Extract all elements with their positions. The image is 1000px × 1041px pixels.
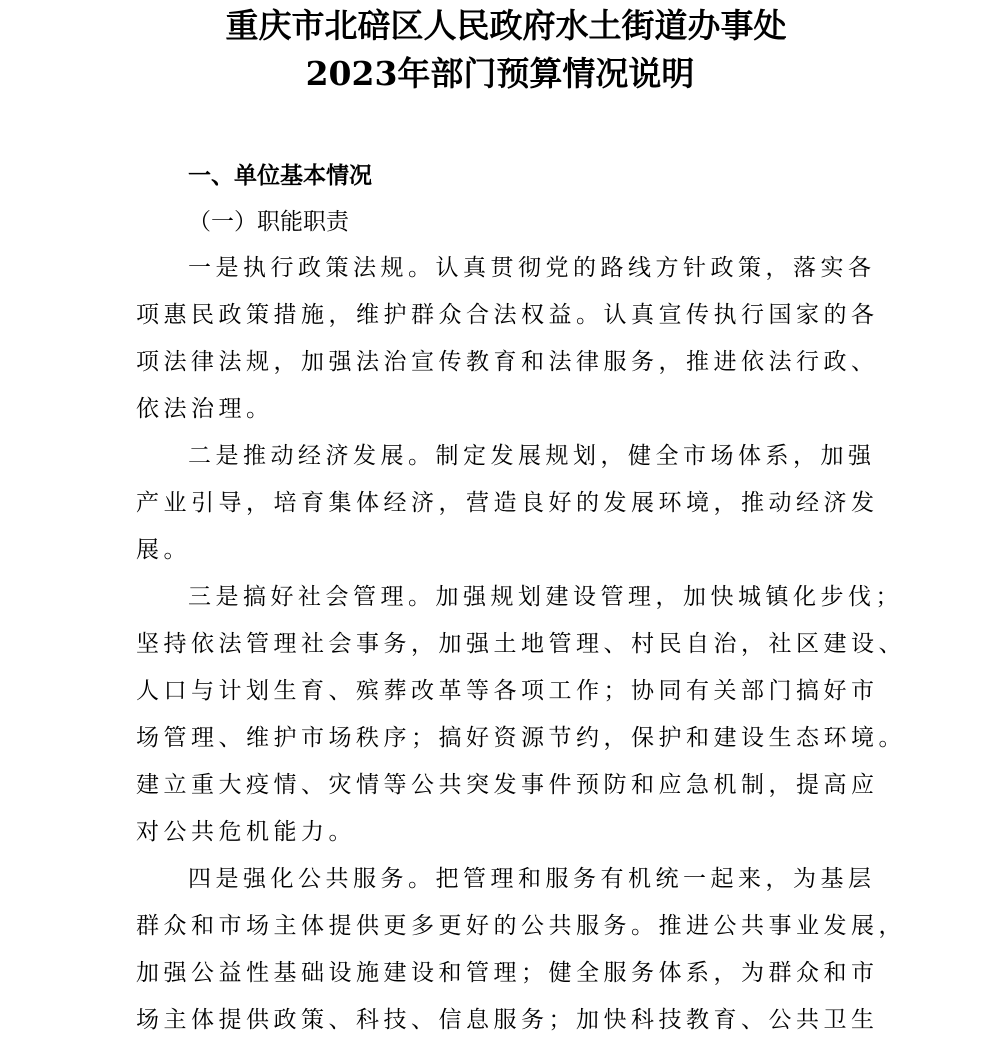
body-text-line: 项法律法规，加强法治宣传教育和法律服务，推进依法行政、 <box>136 349 879 375</box>
body-text-line: 产业引导，培育集体经济，营造良好的发展环境，推动经济发 <box>136 490 879 516</box>
subsection-heading: （一）职能职责 <box>188 209 349 235</box>
body-text-line: 人口与计划生育、殡葬改革等各项工作；协同有关部门搞好市 <box>136 678 879 704</box>
body-text-line: 依法治理。 <box>136 396 274 422</box>
body-text-line: 二是推动经济发展。制定发展规划，健全市场体系，加强 <box>188 443 876 469</box>
body-text-line: 加强公益性基础设施建设和管理；健全服务体系，为群众和市 <box>136 960 879 986</box>
body-text-line: 建立重大疫情、灾情等公共突发事件预防和应急机制，提高应 <box>136 772 879 798</box>
document-title-line-2: 2023年部门预算情况说明 <box>305 54 695 93</box>
document-title-line-1: 重庆市北碚区人民政府水土街道办事处 <box>225 6 787 45</box>
section-heading: 一、单位基本情况 <box>188 163 372 189</box>
body-text-line: 群众和市场主体提供更多更好的公共服务。推进公共事业发展， <box>136 913 906 939</box>
body-text-line: 场主体提供政策、科技、信息服务；加快科技教育、公共卫生 <box>136 1007 879 1033</box>
body-text-line: 对公共危机能力。 <box>136 819 356 845</box>
body-text-line: 三是搞好社会管理。加强规划建设管理，加快城镇化步伐； <box>188 584 903 610</box>
body-text-line: 项惠民政策措施，维护群众合法权益。认真宣传执行国家的各 <box>136 302 879 328</box>
body-text-line: 展。 <box>136 537 191 563</box>
body-text-line: 四是强化公共服务。把管理和服务有机统一起来，为基层 <box>188 866 876 892</box>
body-text-line: 一是执行政策法规。认真贯彻党的路线方针政策，落实各 <box>188 255 876 281</box>
body-text-line: 场管理、维护市场秩序；搞好资源节约，保护和建设生态环境。 <box>136 725 906 751</box>
body-text-line: 坚持依法管理社会事务，加强土地管理、村民自治，社区建设、 <box>136 631 906 657</box>
